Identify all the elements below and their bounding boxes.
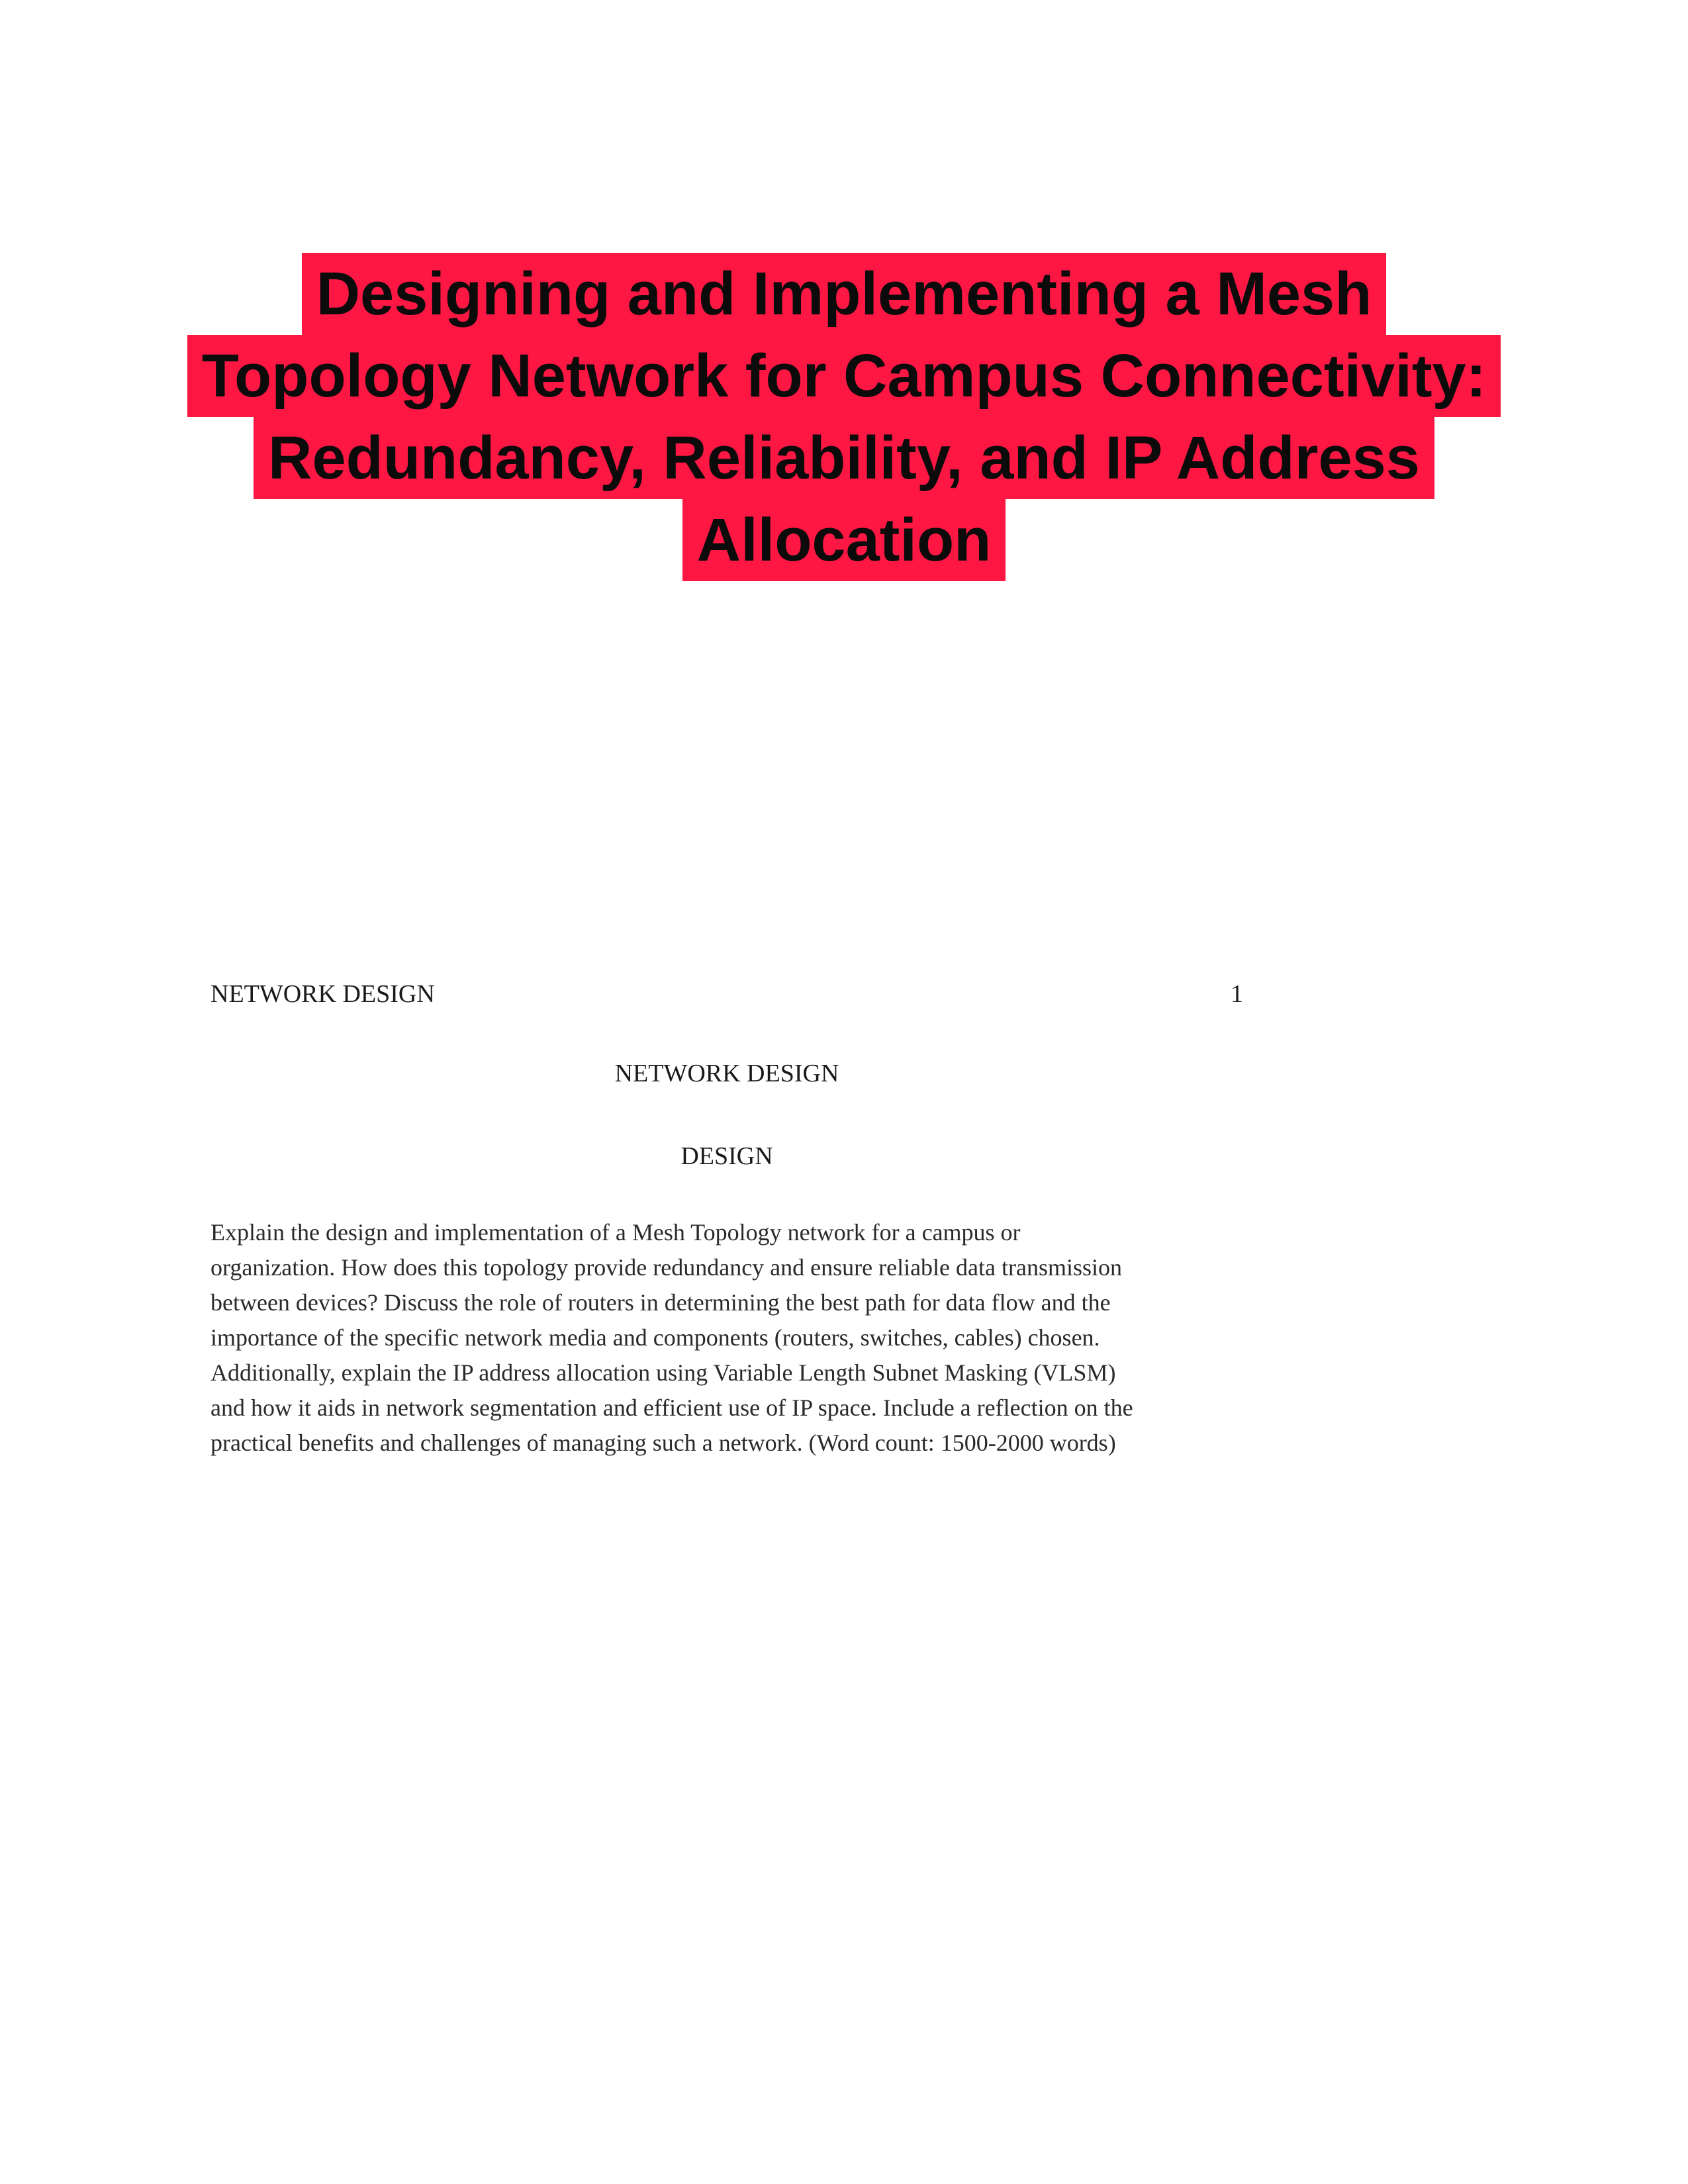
title-line — [0, 253, 1688, 335]
page-number: 1 — [1231, 980, 1243, 1008]
section-heading: DESIGN — [680, 1142, 773, 1170]
title-line — [0, 335, 1688, 417]
body-line: organization. How does this topology provide redundancy and ensure reliable data transmission — [211, 1254, 1122, 1281]
body-line: practical benefits and challenges of managing such a network. (Word count: 1500-2000 words) — [211, 1430, 1116, 1456]
title-line-text: Redundancy, Reliability, and IP Address — [254, 417, 1434, 499]
document-title-banner — [0, 253, 1688, 581]
body-line: importance of the specific network media and components (routers, switches, cables) chosen. — [211, 1324, 1100, 1351]
body-line: and how it aids in network segmentation and efficient use of IP space. Include a reflection on the — [211, 1394, 1133, 1421]
title-line-text: Topology Network for Campus Connectivity: — [187, 335, 1501, 417]
title-line-text: Designing and Implementing a Mesh — [302, 253, 1387, 335]
title-line — [0, 499, 1688, 581]
page-header — [211, 979, 1243, 1019]
title-line-text: Allocation — [682, 499, 1006, 581]
body-line: Explain the design and implementation of a Mesh Topology network for a campus or — [211, 1219, 1021, 1246]
page-title: NETWORK DESIGN — [614, 1060, 839, 1087]
body-line: Additionally, explain the IP address allocation using Variable Length Subnet Masking (VLSM) — [211, 1359, 1116, 1386]
body-paragraph — [211, 1215, 1243, 1461]
running-head: NETWORK DESIGN — [211, 980, 435, 1008]
body-line: between devices? Discuss the role of routers in determining the best path for data flow and the — [211, 1289, 1111, 1316]
title-line — [0, 417, 1688, 499]
